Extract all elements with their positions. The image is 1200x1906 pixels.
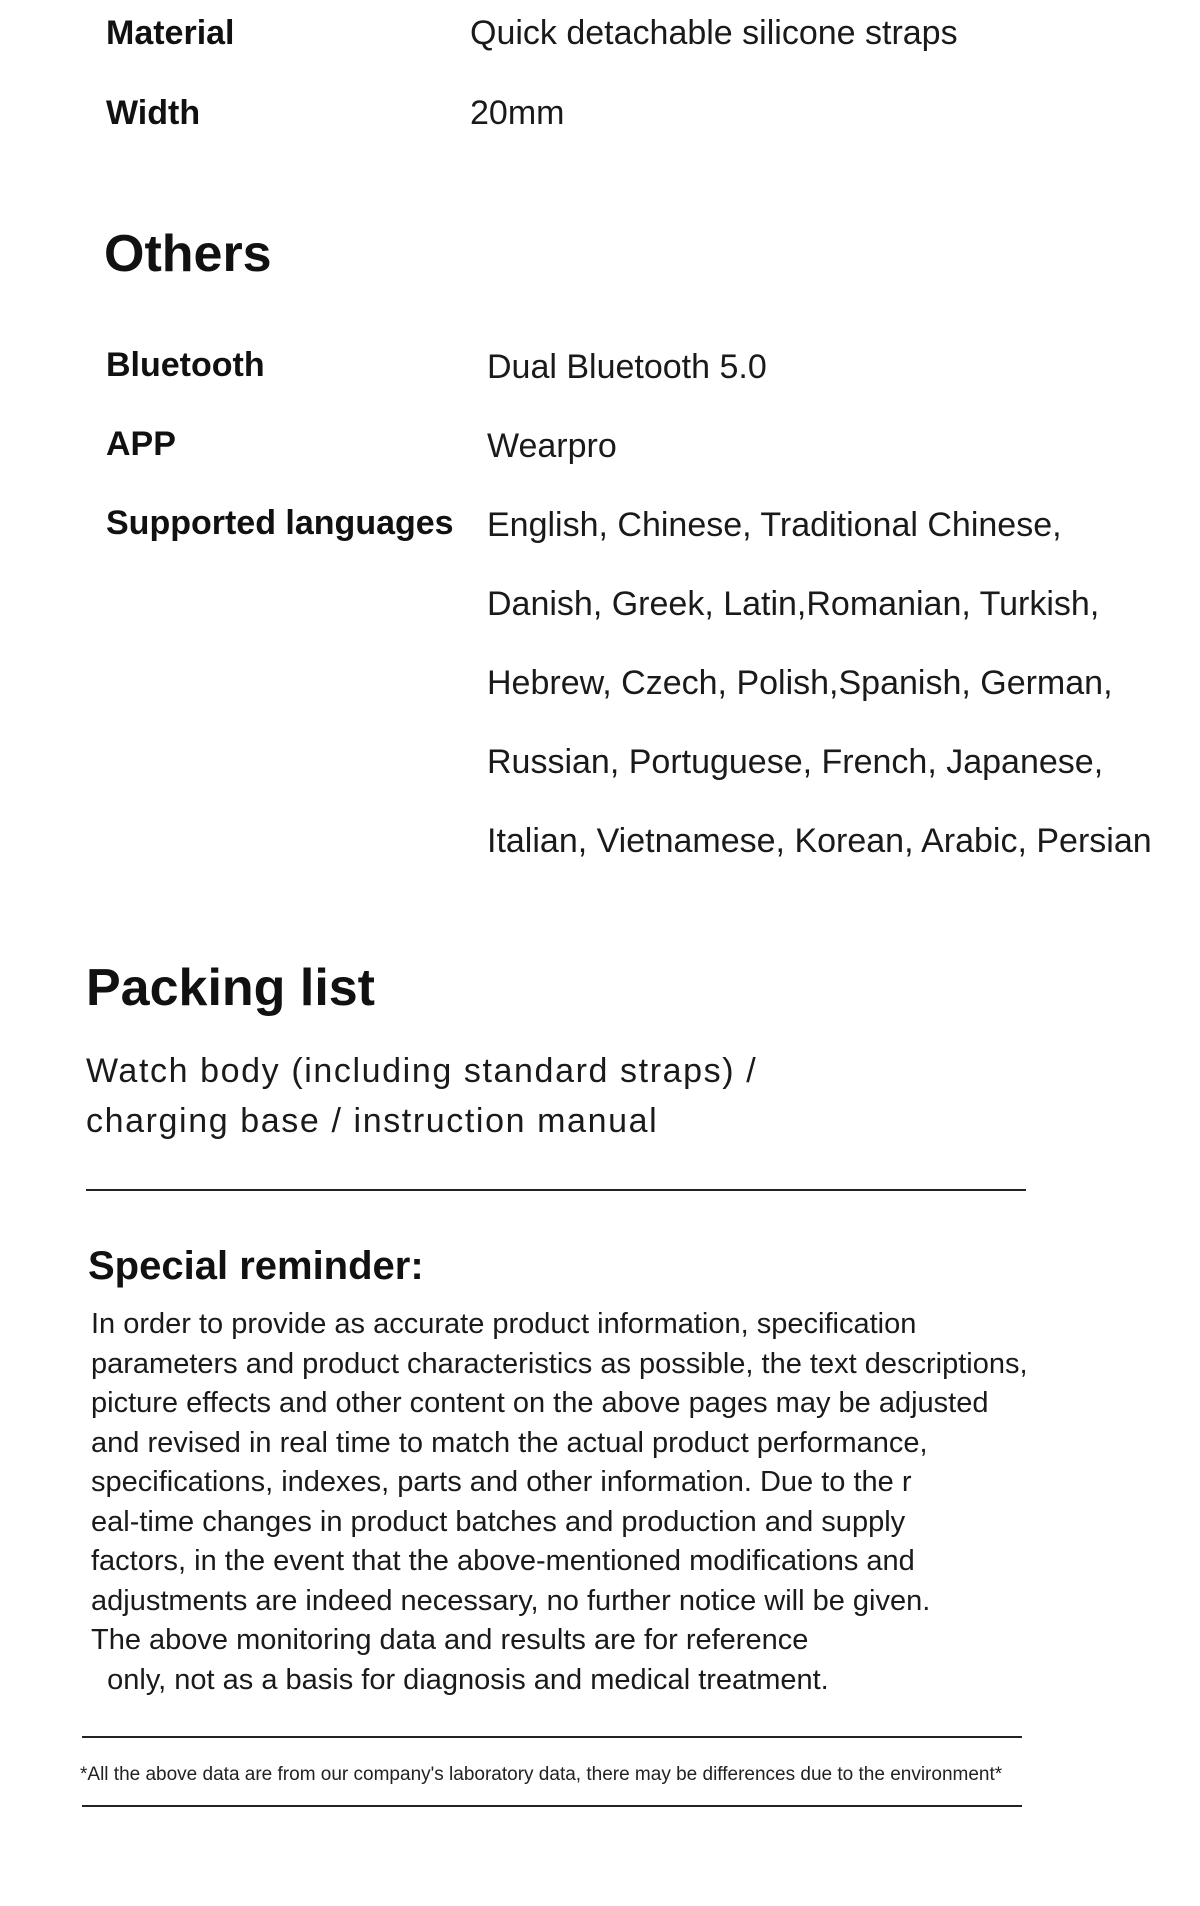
- spec-label-bluetooth: Bluetooth: [106, 346, 265, 384]
- divider: [86, 1189, 1026, 1191]
- language-line: Russian, Portuguese, French, Japanese,: [487, 743, 1104, 781]
- reminder-line: and revised in real time to match the actual product performance,: [91, 1427, 928, 1459]
- spec-value-app: Wearpro: [487, 427, 617, 465]
- reminder-line: The above monitoring data and results are for reference: [91, 1624, 809, 1656]
- spec-label-width: Width: [106, 94, 201, 132]
- reminder-line: In order to provide as accurate product information, specification: [91, 1308, 917, 1340]
- reminder-line: adjustments are indeed necessary, no further notice will be given.: [91, 1585, 931, 1617]
- divider: [82, 1736, 1022, 1738]
- packing-line: Watch body (including standard straps) /: [86, 1052, 758, 1090]
- reminder-line: only, not as a basis for diagnosis and medical treatment.: [91, 1664, 829, 1696]
- reminder-line: parameters and product characteristics as possible, the text descriptions,: [91, 1348, 1028, 1380]
- reminder-line: picture effects and other content on the above pages may be adjusted: [91, 1387, 989, 1419]
- spec-label-languages: Supported languages: [106, 504, 454, 542]
- reminder-line: eal-time changes in product batches and production and supply: [91, 1506, 906, 1538]
- language-line: English, Chinese, Traditional Chinese,: [487, 506, 1062, 544]
- language-line: Italian, Vietnamese, Korean, Arabic, Persian: [487, 822, 1152, 860]
- spec-label-material: Material: [106, 14, 235, 52]
- footnote: *All the above data are from our company's laboratory data, there may be differences due to the environment*: [80, 1764, 1003, 1785]
- spec-value-material: Quick detachable silicone straps: [470, 14, 958, 52]
- packing-line: charging base / instruction manual: [86, 1102, 659, 1140]
- divider: [82, 1805, 1022, 1807]
- section-title-others: Others: [104, 225, 272, 283]
- spec-label-app: APP: [106, 425, 176, 463]
- spec-value-bluetooth: Dual Bluetooth 5.0: [487, 348, 767, 386]
- spec-value-width: 20mm: [470, 94, 565, 132]
- section-title-packing-list: Packing list: [86, 959, 375, 1017]
- reminder-title: Special reminder:: [88, 1244, 424, 1288]
- reminder-line: specifications, indexes, parts and other information. Due to the r: [91, 1466, 912, 1498]
- language-line: Hebrew, Czech, Polish,Spanish, German,: [487, 664, 1113, 702]
- reminder-line: factors, in the event that the above-mentioned modifications and: [91, 1545, 915, 1577]
- language-line: Danish, Greek, Latin,Romanian, Turkish,: [487, 585, 1100, 623]
